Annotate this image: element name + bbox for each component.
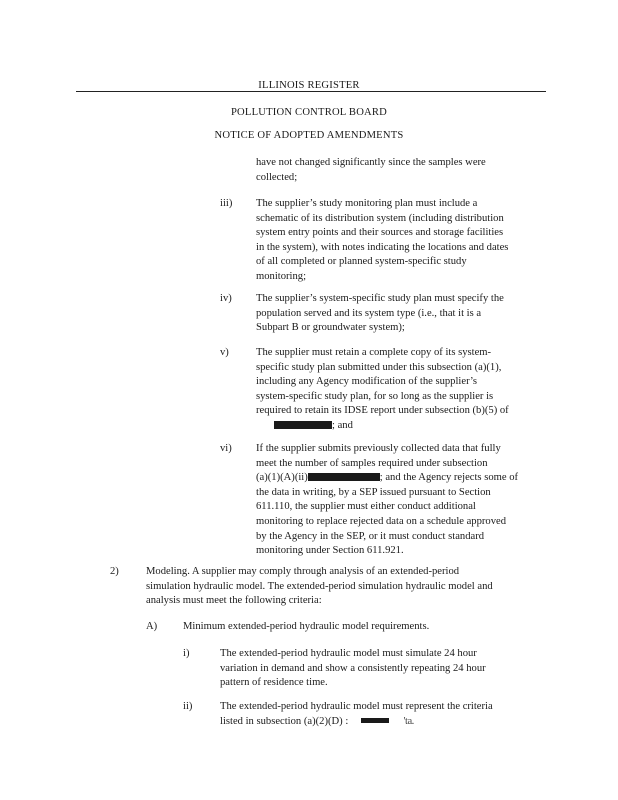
item-iv-text: The supplier’s system-specific study plan must specify the population served and its system type (i.e., that it is a Subpart B or groundwater system); (256, 293, 504, 334)
redaction-bar (361, 718, 389, 723)
item-iii-label: iii) (220, 198, 233, 209)
continued-text: have not changed significantly since the samples were collected; (256, 157, 486, 183)
item-2-text: Modeling. A supplier may comply through analysis of an extended-period simulation hydraulic model. The extended-period simulation hydraulic model and analysis must meet the following criteria: (146, 566, 493, 607)
item-2-label: 2) (110, 566, 119, 577)
item-A-label: A) (146, 621, 158, 632)
item-A-ii-label: ii) (183, 701, 193, 712)
item-vi-label: vi) (220, 443, 232, 454)
item-iii-text: The supplier’s study monitoring plan must include a schematic of its distribution system (including distribution system entry points and their sources and storage facilities in the system), with notes indicating the locations and dates of all completed or planned system-specific study monitoring; (256, 198, 509, 282)
redaction-bar (308, 473, 380, 481)
redaction-bar (274, 421, 332, 429)
board-title: POLLUTION CONTROL BOARD (230, 107, 388, 118)
item-vi-text: If the supplier submits previously collected data that fully meet the number of samples required under subsection (a)(1)(A)(ii) ; and the Agency rejects some of the data in writing, by a SEP issued pursuant to Section 611.110, the supplier must either conduct additional monitoring to replace rejected data on a schedule approved by the Agency in the SEP, or it must conduct standard monitoring under Section 611.921. (256, 443, 519, 557)
header-rule (76, 91, 546, 92)
item-A-text: Minimum extended-period hydraulic model requirements. (183, 621, 430, 632)
item-A-i-text: The extended-period hydraulic model must simulate 24 hour variation in demand and show a consistently repeating 24 hour pattern of residence time. (220, 648, 486, 689)
item-A-i-label: i) (183, 648, 190, 659)
item-v-label: v) (220, 347, 229, 358)
notice-title: NOTICE OF ADOPTED AMENDMENTS (214, 130, 404, 141)
item-A-ii-text: The extended-period hydraulic model must represent the criteria listed in subsection (a)(2)(D) : 'ta. (220, 701, 493, 727)
item-v-text: The supplier must retain a complete copy of its system- specific study plan submitted under this subsection (a)(1), including any Agency modification of the supplier’s system-specific study plan, for so long as the supplier is required to retain its IDSE report under subsection (b)(5) of ; and (256, 347, 509, 431)
item-iv-label: iv) (220, 293, 232, 304)
register-title: ILLINOIS REGISTER (258, 80, 360, 91)
